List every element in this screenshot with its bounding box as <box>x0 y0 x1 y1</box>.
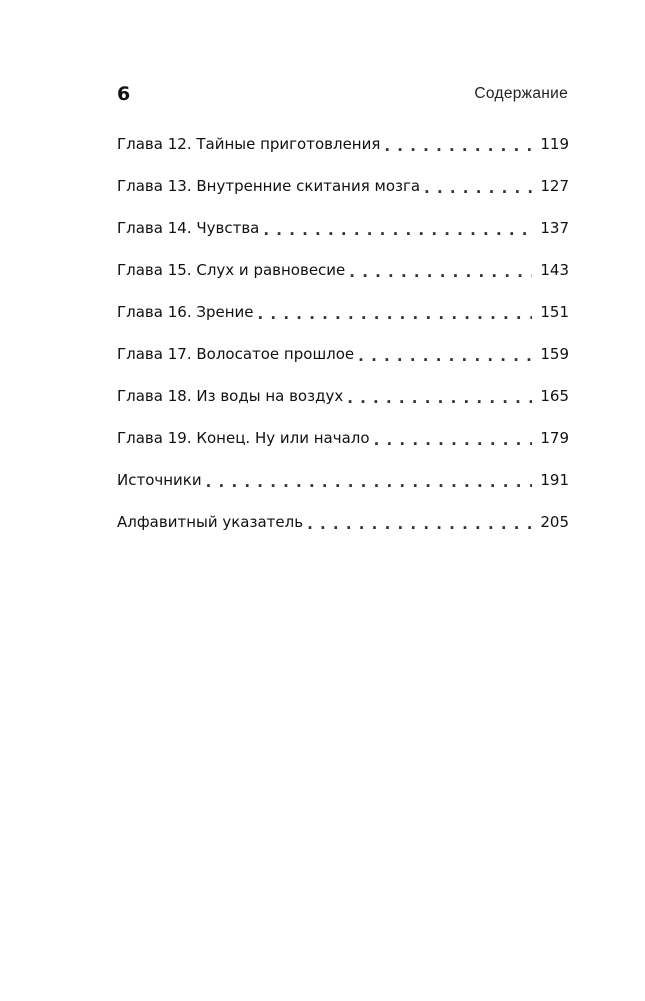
toc-entry-title: Источники <box>117 471 202 489</box>
toc-dot-leader <box>424 174 532 200</box>
toc-entry-chapter-18[interactable] <box>117 384 569 426</box>
toc-entry-page: 151 <box>540 303 569 321</box>
toc-entry-title: Глава 17. Волосатое прошлое <box>117 345 355 363</box>
toc-entry-index[interactable] <box>117 510 569 552</box>
toc-entry-page: 143 <box>540 261 569 279</box>
toc-entry-page: 205 <box>540 513 569 531</box>
toc-entry-chapter-12[interactable] <box>117 132 569 174</box>
table-of-contents <box>117 132 569 552</box>
toc-dot-leader <box>358 342 532 368</box>
running-head: Содержание <box>474 85 568 102</box>
toc-entry-page: 159 <box>540 345 569 363</box>
toc-entry-title: Алфавитный указатель <box>117 513 304 531</box>
toc-entry-page: 165 <box>540 387 569 405</box>
toc-entry-chapter-19[interactable] <box>117 426 569 468</box>
toc-entry-title: Глава 14. Чувства <box>117 219 260 237</box>
toc-dot-leader <box>374 426 533 452</box>
toc-dot-leader <box>258 300 533 326</box>
toc-entry-page: 119 <box>540 135 569 153</box>
toc-entry-chapter-17[interactable] <box>117 342 569 384</box>
toc-entry-title: Глава 13. Внутренние скитания мозга <box>117 177 421 195</box>
toc-entry-title: Глава 18. Из воды на воздух <box>117 387 344 405</box>
toc-dot-leader <box>349 258 532 284</box>
toc-entry-title: Глава 16. Зрение <box>117 303 254 321</box>
toc-entry-chapter-16[interactable] <box>117 300 569 342</box>
toc-dot-leader <box>263 216 532 242</box>
toc-entry-page: 137 <box>540 219 569 237</box>
toc-entry-chapter-14[interactable] <box>117 216 569 258</box>
toc-dot-leader <box>347 384 532 410</box>
toc-entry-page: 191 <box>540 471 569 489</box>
toc-entry-title: Глава 15. Слух и равновесие <box>117 261 346 279</box>
toc-dot-leader <box>206 468 533 494</box>
toc-entry-chapter-15[interactable] <box>117 258 569 300</box>
toc-entry-title: Глава 12. Тайные приготовления <box>117 135 381 153</box>
page-number: 6 <box>117 83 131 105</box>
toc-entry-chapter-13[interactable] <box>117 174 569 216</box>
toc-entry-page: 179 <box>540 429 569 447</box>
toc-entry-title: Глава 19. Конец. Ну или начало <box>117 429 370 447</box>
toc-entry-sources[interactable] <box>117 468 569 510</box>
toc-dot-leader <box>384 132 532 158</box>
toc-entry-page: 127 <box>540 177 569 195</box>
toc-dot-leader <box>307 510 532 536</box>
